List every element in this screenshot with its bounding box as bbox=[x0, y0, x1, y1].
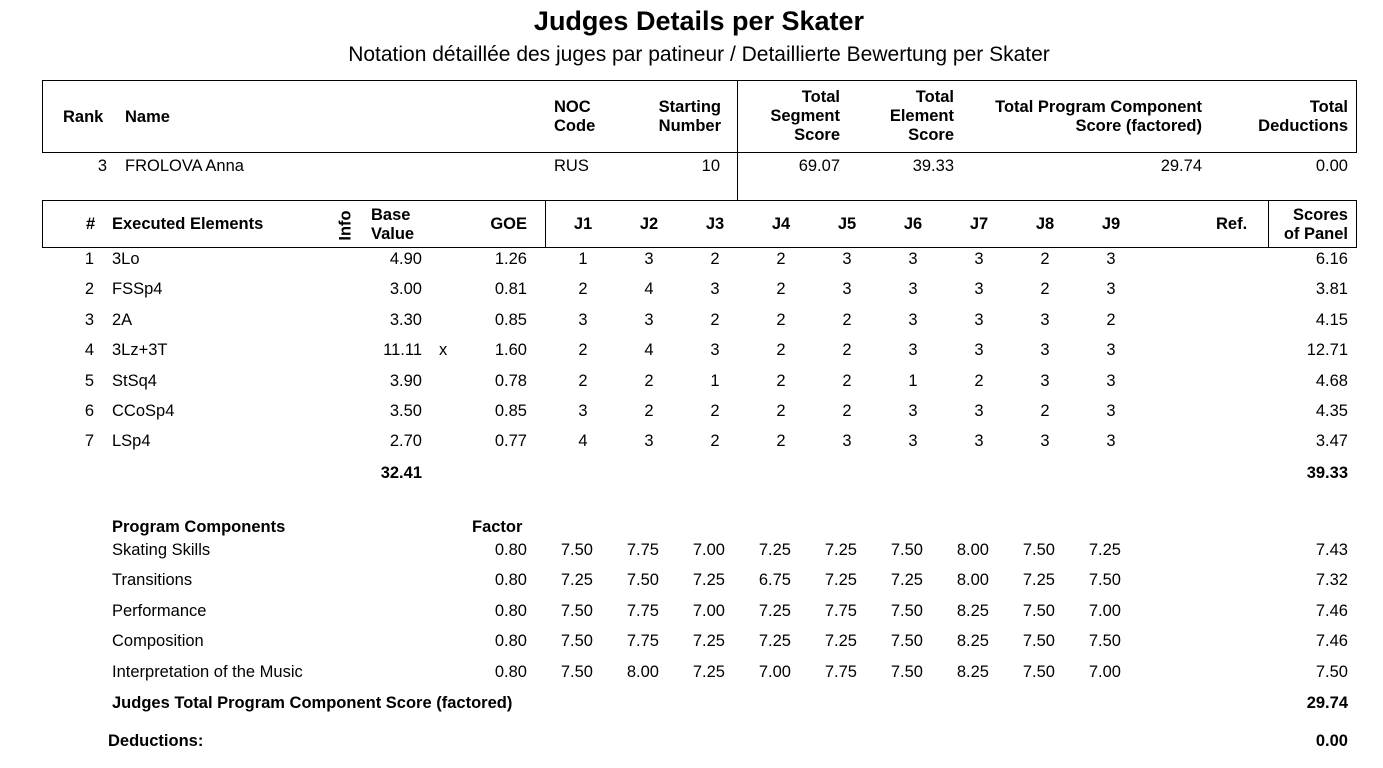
pcs-total-value: 29.74 bbox=[1306, 694, 1348, 712]
skater-total-pcs: 29.74 bbox=[1160, 157, 1202, 175]
component-name: Transitions bbox=[112, 571, 193, 590]
page-subtitle: Notation détaillée des juges par patineur / Detaillierte Bewertung per Skater bbox=[348, 43, 1050, 66]
component-judge-score-j8: 7.50 bbox=[1022, 601, 1055, 620]
ded-line2: Deductions bbox=[1258, 117, 1348, 135]
rank-header: Rank bbox=[63, 108, 104, 126]
component-judge-score-j1: 7.50 bbox=[560, 601, 593, 620]
component-judge-score-j5: 7.75 bbox=[824, 662, 857, 681]
element-judge-score-j5: 2 bbox=[842, 371, 852, 390]
component-judge-score-j3: 7.25 bbox=[692, 632, 725, 651]
element-judge-score-j7: 3 bbox=[974, 402, 984, 420]
element-judge-score-j5: 3 bbox=[842, 250, 852, 268]
component-judge-score-j9: 7.50 bbox=[1088, 632, 1121, 651]
element-judge-score-j1: 2 bbox=[578, 341, 588, 360]
total-pcs-header bbox=[960, 98, 1202, 136]
component-judge-score-j2: 7.75 bbox=[626, 601, 659, 620]
element-judge-score-j2: 2 bbox=[644, 402, 654, 420]
element-judge-score-j7: 3 bbox=[974, 432, 984, 451]
noc-header bbox=[554, 98, 595, 136]
element-judge-score-j2: 2 bbox=[644, 371, 654, 390]
skater-starting-number: 10 bbox=[701, 157, 720, 175]
tpcs-line2: Score (factored) bbox=[1075, 117, 1202, 135]
judge-header-7: J7 bbox=[969, 215, 989, 233]
component-judge-score-j2: 8.00 bbox=[626, 662, 659, 681]
element-judge-score-j4: 2 bbox=[776, 310, 786, 329]
component-judge-score-j1: 7.50 bbox=[560, 662, 593, 681]
skater-total-element-score: 39.33 bbox=[912, 157, 954, 175]
element-panel-score: 6.16 bbox=[1315, 250, 1348, 268]
tes-line3: Score bbox=[908, 126, 954, 144]
element-judge-score-j2: 4 bbox=[644, 280, 654, 299]
component-factor: 0.80 bbox=[494, 541, 527, 559]
element-judge-score-j4: 2 bbox=[776, 250, 786, 268]
element-judge-score-j1: 3 bbox=[578, 310, 588, 329]
element-name: 3Lo bbox=[112, 250, 140, 268]
element-name: 2A bbox=[112, 310, 133, 329]
component-judge-score-j4: 6.75 bbox=[758, 571, 791, 590]
skater-rank: 3 bbox=[97, 157, 107, 175]
info-header: Info bbox=[336, 210, 355, 241]
element-judge-score-j6: 3 bbox=[908, 250, 918, 268]
element-judge-score-j8: 3 bbox=[1040, 371, 1050, 390]
component-judge-score-j9: 7.00 bbox=[1088, 662, 1121, 681]
component-judge-score-j5: 7.25 bbox=[824, 632, 857, 651]
component-judge-score-j5: 7.25 bbox=[824, 571, 857, 590]
element-judge-score-j2: 4 bbox=[644, 341, 654, 360]
component-factor: 0.80 bbox=[494, 601, 527, 620]
element-judge-score-j7: 2 bbox=[974, 371, 984, 390]
judge-header-6: J6 bbox=[903, 215, 923, 233]
component-panel-score: 7.43 bbox=[1315, 541, 1348, 559]
element-judge-score-j3: 3 bbox=[710, 280, 720, 299]
tss-line3: Score bbox=[794, 126, 840, 144]
ded-line1: Total bbox=[1309, 98, 1348, 116]
element-panel-score: 4.68 bbox=[1315, 371, 1348, 390]
base-value-header bbox=[371, 206, 414, 244]
element-judge-score-j3: 2 bbox=[710, 310, 720, 329]
element-judge-score-j9: 3 bbox=[1106, 250, 1116, 268]
component-judge-score-j2: 7.75 bbox=[626, 541, 659, 559]
element-judge-score-j5: 3 bbox=[842, 280, 852, 299]
component-judge-score-j4: 7.25 bbox=[758, 541, 791, 559]
judge-header-9: J9 bbox=[1101, 215, 1121, 233]
element-judge-score-j8: 2 bbox=[1040, 280, 1050, 299]
element-judge-score-j5: 3 bbox=[842, 432, 852, 451]
element-goe: 1.60 bbox=[494, 341, 527, 360]
element-judge-score-j6: 3 bbox=[908, 402, 918, 420]
element-judge-score-j8: 2 bbox=[1040, 402, 1050, 420]
element-base-value: 3.30 bbox=[389, 310, 422, 329]
element-panel-score: 3.81 bbox=[1315, 280, 1348, 299]
elements-score-total: 39.33 bbox=[1306, 464, 1348, 482]
element-judge-score-j4: 2 bbox=[776, 341, 786, 360]
skater-header-divider bbox=[737, 80, 738, 200]
tes-line1: Total bbox=[915, 88, 954, 106]
component-judge-score-j6: 7.50 bbox=[890, 632, 923, 651]
base-line2: Value bbox=[371, 225, 415, 243]
element-judge-score-j4: 2 bbox=[776, 280, 786, 299]
element-judge-score-j4: 2 bbox=[776, 432, 786, 451]
ref-header: Ref. bbox=[1216, 215, 1248, 233]
component-judge-score-j1: 7.50 bbox=[560, 632, 593, 651]
element-judge-score-j9: 2 bbox=[1106, 310, 1116, 329]
element-base-value: 3.00 bbox=[389, 280, 422, 299]
component-judge-score-j2: 7.50 bbox=[626, 571, 659, 590]
num-header: # bbox=[86, 215, 96, 233]
element-number: 6 bbox=[84, 402, 94, 420]
element-judge-score-j8: 3 bbox=[1040, 310, 1050, 329]
element-judge-score-j6: 3 bbox=[908, 341, 918, 360]
tss-line1: Total bbox=[801, 88, 840, 106]
element-judge-score-j1: 1 bbox=[578, 250, 588, 268]
component-judge-score-j5: 7.25 bbox=[824, 541, 857, 559]
element-goe: 0.85 bbox=[494, 402, 527, 420]
element-judge-score-j3: 2 bbox=[710, 432, 720, 451]
element-number: 1 bbox=[84, 250, 94, 268]
component-name: Interpretation of the Music bbox=[112, 662, 303, 681]
component-panel-score: 7.46 bbox=[1315, 632, 1348, 651]
element-name: StSq4 bbox=[112, 371, 157, 390]
judge-header-1: J1 bbox=[573, 215, 593, 233]
element-judge-score-j3: 2 bbox=[710, 250, 720, 268]
starting-header-line2: Number bbox=[658, 117, 721, 135]
element-panel-score: 4.35 bbox=[1315, 402, 1348, 420]
element-number: 5 bbox=[84, 371, 94, 390]
element-judge-score-j2: 3 bbox=[644, 310, 654, 329]
component-judge-score-j4: 7.00 bbox=[758, 662, 791, 681]
element-judge-score-j6: 3 bbox=[908, 280, 918, 299]
element-judge-score-j2: 3 bbox=[644, 432, 654, 451]
element-judge-score-j9: 3 bbox=[1106, 341, 1116, 360]
component-judge-score-j3: 7.25 bbox=[692, 662, 725, 681]
deductions-label: Deductions: bbox=[108, 732, 204, 750]
element-judge-score-j9: 3 bbox=[1106, 371, 1116, 390]
element-judge-score-j6: 3 bbox=[908, 432, 918, 451]
element-judge-score-j5: 2 bbox=[842, 341, 852, 360]
total-element-score-header bbox=[860, 88, 954, 145]
component-judge-score-j4: 7.25 bbox=[758, 601, 791, 620]
element-judge-score-j3: 2 bbox=[710, 402, 720, 420]
element-judge-score-j8: 3 bbox=[1040, 432, 1050, 451]
component-judge-score-j5: 7.75 bbox=[824, 601, 857, 620]
component-panel-score: 7.46 bbox=[1315, 601, 1348, 620]
element-name: CCoSp4 bbox=[112, 402, 175, 420]
element-number: 7 bbox=[84, 432, 94, 451]
element-info: x bbox=[439, 341, 448, 360]
element-judge-score-j5: 2 bbox=[842, 310, 852, 329]
element-judge-score-j4: 2 bbox=[776, 371, 786, 390]
component-judge-score-j9: 7.50 bbox=[1088, 571, 1121, 590]
name-header: Name bbox=[125, 108, 170, 126]
base-value-total: 32.41 bbox=[380, 464, 422, 482]
element-name: 3Lz+3T bbox=[112, 341, 168, 360]
element-judge-score-j7: 3 bbox=[974, 250, 984, 268]
element-goe: 0.85 bbox=[494, 310, 527, 329]
element-judge-score-j4: 2 bbox=[776, 402, 786, 420]
component-judge-score-j3: 7.00 bbox=[692, 601, 725, 620]
program-components-header: Program Components bbox=[112, 518, 286, 536]
component-judge-score-j9: 7.25 bbox=[1088, 541, 1121, 559]
component-panel-score: 7.50 bbox=[1315, 662, 1348, 681]
component-judge-score-j3: 7.25 bbox=[692, 571, 725, 590]
element-goe: 1.26 bbox=[494, 250, 527, 268]
element-judge-score-j8: 2 bbox=[1040, 250, 1050, 268]
judge-header-2: J2 bbox=[639, 215, 659, 233]
component-judge-score-j8: 7.50 bbox=[1022, 662, 1055, 681]
component-judge-score-j1: 7.50 bbox=[560, 541, 593, 559]
element-number: 2 bbox=[84, 280, 94, 299]
deductions-value: 0.00 bbox=[1315, 732, 1348, 750]
component-judge-score-j4: 7.25 bbox=[758, 632, 791, 651]
element-base-value: 3.90 bbox=[389, 371, 422, 390]
skater-total-segment-score: 69.07 bbox=[798, 157, 840, 175]
tpcs-line1: Total Program Component bbox=[995, 98, 1202, 116]
element-judge-score-j2: 3 bbox=[644, 250, 654, 268]
pcs-total-label: Judges Total Program Component Score (factored) bbox=[112, 694, 513, 712]
starting-number-header bbox=[620, 98, 721, 136]
element-panel-score: 12.71 bbox=[1306, 341, 1348, 360]
element-judge-score-j1: 2 bbox=[578, 371, 588, 390]
element-goe: 0.77 bbox=[494, 432, 527, 451]
element-base-value: 4.90 bbox=[389, 250, 422, 268]
component-judge-score-j9: 7.00 bbox=[1088, 601, 1121, 620]
element-judge-score-j9: 3 bbox=[1106, 280, 1116, 299]
skater-total-deductions: 0.00 bbox=[1315, 157, 1348, 175]
element-base-value: 3.50 bbox=[389, 402, 422, 420]
element-judge-score-j6: 3 bbox=[908, 310, 918, 329]
component-judge-score-j7: 8.00 bbox=[956, 541, 989, 559]
executed-elements-header: Executed Elements bbox=[112, 215, 264, 233]
factor-header: Factor bbox=[472, 518, 523, 536]
element-name: FSSp4 bbox=[112, 280, 163, 299]
goe-header: GOE bbox=[490, 215, 527, 233]
component-judge-score-j7: 8.25 bbox=[956, 662, 989, 681]
element-judge-score-j1: 3 bbox=[578, 402, 588, 420]
noc-header-line1: NOC bbox=[554, 98, 591, 116]
base-line1: Base bbox=[371, 206, 411, 224]
element-number: 3 bbox=[84, 310, 94, 329]
element-judge-score-j7: 3 bbox=[974, 310, 984, 329]
tes-line2: Element bbox=[889, 107, 954, 125]
component-judge-score-j1: 7.25 bbox=[560, 571, 593, 590]
skater-noc: RUS bbox=[554, 157, 589, 175]
judge-header-8: J8 bbox=[1035, 215, 1055, 233]
sop-line1: Scores bbox=[1292, 206, 1348, 224]
noc-header-line2: Code bbox=[554, 117, 596, 135]
component-judge-score-j7: 8.25 bbox=[956, 632, 989, 651]
element-base-value: 2.70 bbox=[389, 432, 422, 451]
component-name: Composition bbox=[112, 632, 204, 651]
element-judge-score-j1: 2 bbox=[578, 280, 588, 299]
scores-of-panel-header bbox=[1270, 206, 1348, 244]
element-judge-score-j3: 1 bbox=[710, 371, 720, 390]
element-judge-score-j3: 3 bbox=[710, 341, 720, 360]
element-judge-score-j5: 2 bbox=[842, 402, 852, 420]
element-goe: 0.78 bbox=[494, 371, 527, 390]
tss-line2: Segment bbox=[770, 107, 840, 125]
element-judge-score-j9: 3 bbox=[1106, 432, 1116, 451]
element-base-value: 11.11 bbox=[383, 341, 422, 360]
starting-header-line1: Starting bbox=[658, 98, 721, 116]
component-judge-score-j6: 7.50 bbox=[890, 601, 923, 620]
total-segment-score-header bbox=[740, 88, 840, 145]
component-judge-score-j6: 7.50 bbox=[890, 541, 923, 559]
element-judge-score-j7: 3 bbox=[974, 280, 984, 299]
component-judge-score-j8: 7.50 bbox=[1022, 541, 1055, 559]
judge-header-5: J5 bbox=[837, 215, 857, 233]
elements-header-divider-goe bbox=[545, 200, 546, 248]
component-judge-score-j3: 7.00 bbox=[692, 541, 725, 559]
element-goe: 0.81 bbox=[494, 280, 527, 299]
skater-name: FROLOVA Anna bbox=[125, 157, 244, 175]
judge-header-4: J4 bbox=[771, 215, 791, 233]
component-factor: 0.80 bbox=[494, 662, 527, 681]
element-judge-score-j9: 3 bbox=[1106, 402, 1116, 420]
element-panel-score: 4.15 bbox=[1315, 310, 1348, 329]
element-judge-score-j1: 4 bbox=[578, 432, 588, 451]
element-name: LSp4 bbox=[112, 432, 151, 451]
component-name: Skating Skills bbox=[112, 541, 211, 559]
component-factor: 0.80 bbox=[494, 571, 527, 590]
component-judge-score-j8: 7.50 bbox=[1022, 632, 1055, 651]
component-factor: 0.80 bbox=[494, 632, 527, 651]
element-panel-score: 3.47 bbox=[1315, 432, 1348, 451]
component-panel-score: 7.32 bbox=[1315, 571, 1348, 590]
component-judge-score-j8: 7.25 bbox=[1022, 571, 1055, 590]
element-judge-score-j8: 3 bbox=[1040, 341, 1050, 360]
component-judge-score-j6: 7.25 bbox=[890, 571, 923, 590]
component-judge-score-j7: 8.25 bbox=[956, 601, 989, 620]
component-judge-score-j6: 7.50 bbox=[890, 662, 923, 681]
total-deductions-header bbox=[1230, 98, 1348, 136]
component-judge-score-j2: 7.75 bbox=[626, 632, 659, 651]
sop-line2: of Panel bbox=[1283, 225, 1348, 243]
element-number: 4 bbox=[84, 341, 94, 360]
judge-header-3: J3 bbox=[705, 215, 725, 233]
element-judge-score-j7: 3 bbox=[974, 341, 984, 360]
element-judge-score-j6: 1 bbox=[908, 371, 918, 390]
elements-header-divider-score bbox=[1268, 200, 1269, 248]
page-title: Judges Details per Skater bbox=[533, 6, 865, 36]
component-judge-score-j7: 8.00 bbox=[956, 571, 989, 590]
component-name: Performance bbox=[112, 601, 207, 620]
